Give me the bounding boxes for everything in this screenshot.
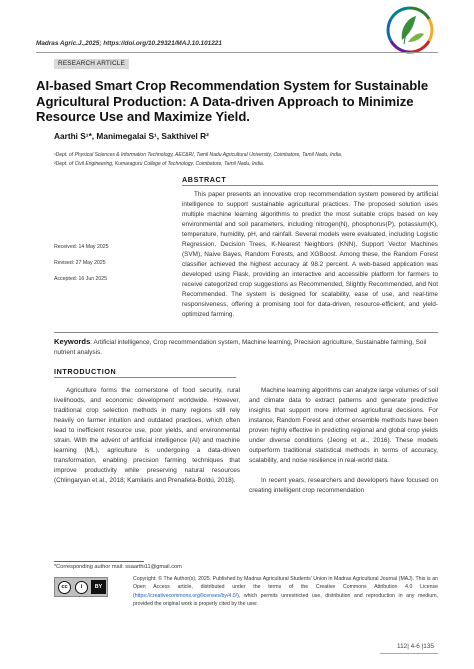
- introduction-paragraph: Machine learning algorithms can analyze large volumes of soil and climate data to extract patterns and generate predictive insights that support more informed agricultural decisions. For instance, Random Forest and other ensemble methods have been proven highly effective in predicting regional and global crop yields under diverse conditions (Jeong et al., 2016). These models outperform traditional statistical methods in terms of accuracy, scalability, and noise resilience in real-world data.: [249, 387, 438, 464]
- license-link[interactable]: https://creativecommons.org/licenses/by/4.0/: [134, 592, 238, 599]
- abstract-heading: ABSTRACT: [182, 175, 227, 184]
- received-date: Received: 14 May 2025: [54, 244, 109, 250]
- journal-logo-icon: [384, 4, 436, 56]
- page-number-divider: [380, 653, 438, 654]
- footnote-divider: [54, 561, 144, 562]
- introduction-divider: [54, 377, 236, 378]
- paper-title: AI-based Smart Crop Recommendation System for Sustainable Agricultural Production: A Data-driven Approach to Minimize Resource Use and Maximize Yield.: [36, 78, 429, 125]
- page-number: 112| 4-6 |135: [397, 643, 434, 650]
- keywords-block: [54, 337, 438, 357]
- abstract-text: This paper presents an innovative crop recommendation system powered by artificial intelligence to support sustainable agricultural practices. The proposed solution uses multiple machine learning algorithms to predict the most suitable crops based on key environmental and soil parameters, including nitrogen(N), phosphorus(P), potassium(K), temperature, humidity, pH, and rainfall. Several models were evaluated, including Logistic Regression, Decision Trees, K-Nearest Neighbors (KNN), Support Vector Machines (SVM), Naive Bayes, Random Forests, and XGBoost. Among these, the Random Forest classifier achieved the highest accuracy at 98.2 percent. A web-based application was developed using Flask, providing an interactive and accessible platform for farmers to receive categorized crop suggestions as Recommended, Slightly Recommended, and Not Recommended. The system is designed for scalability, ease of use, and real-time responsiveness, offering a promising tool for data-driven, resource-efficient, and yield-optimized farming.: [182, 191, 438, 318]
- author-list: Aarthi S¹*, Manimegalai S¹, Sakthivel R²: [54, 131, 209, 141]
- keywords-label: Keywords: [54, 337, 91, 346]
- affiliation-2: ²Dept. of Civil Engineering, Kumaraguru College of Technology, Coimbatore, Tamil Nadu, India.: [54, 161, 265, 167]
- keywords-divider: [54, 332, 438, 333]
- affiliation-1: ¹Dept. of Physical Sciences & Information Technology, AEC&RI, Tamil Nadu Agricultural University, Coimbatore, Tamil Nadu, India.: [54, 152, 343, 158]
- journal-citation: Madras Agric.J.,2025; https://doi.org/10.29321/MAJ.10.101221: [36, 40, 222, 47]
- introduction-paragraph: Agriculture forms the cornerstone of food security, rural livelihoods, and economic development worldwide. However, traditional crop selection methods in many regions still rely heavily on farmer intuition and outdated practices, which often lead to inefficient resource use, poor yields, and environmental strain. With the advent of artificial intelligence (AI) and machine learning (ML), agriculture is undergoing a data-driven transformation, enabling precision farming techniques that improve productivity while preserving natural resources (Chlingaryan et al., 2018; Kamilaris and Prenafeta-Boldú, 2018).: [54, 387, 240, 484]
- corresponding-author-note: *Corresponding author mail: ssaarthi11@gmail.com: [54, 564, 182, 570]
- introduction-right-column: [249, 386, 438, 496]
- revised-date: Revised: 27 May 2025: [54, 260, 106, 266]
- copyright-text-prefix: Copyright: © The Author(s), 2025. Published by Madras Agricultural Students' Union in Madras Agricultural Journal (MAJ). This is an Open Access article, distributed under the terms of the Creative Commons Attribution 4.0 License (: [133, 576, 438, 599]
- header-divider: [36, 52, 438, 53]
- introduction-heading: INTRODUCTION: [54, 367, 117, 376]
- cc-license-badge[interactable]: [54, 577, 108, 597]
- introduction-left-column: [54, 386, 240, 486]
- introduction-paragraph: In recent years, researchers and developers have focused on creating intelligent crop recommendation: [249, 477, 438, 494]
- abstract-divider: [182, 185, 438, 186]
- attribution-icon: i: [75, 581, 88, 594]
- article-type-label: RESEARCH ARTICLE: [54, 59, 129, 69]
- accepted-date: Accepted: 16 Jun 2025: [54, 276, 108, 282]
- copyright-text-suffix: ), which permits unrestricted use, distribution and reproduction in any medium, provided the original work is properly cited by the user.: [133, 592, 438, 607]
- keywords-text: : Artificial intelligence, Crop recommendation system, Machine learning, Precision agriculture, Sustainable farming, Soil nutrient analysis.: [54, 339, 427, 356]
- by-icon: BY: [91, 580, 106, 594]
- copyright-notice: [133, 575, 438, 608]
- cc-icon: cc: [58, 581, 71, 594]
